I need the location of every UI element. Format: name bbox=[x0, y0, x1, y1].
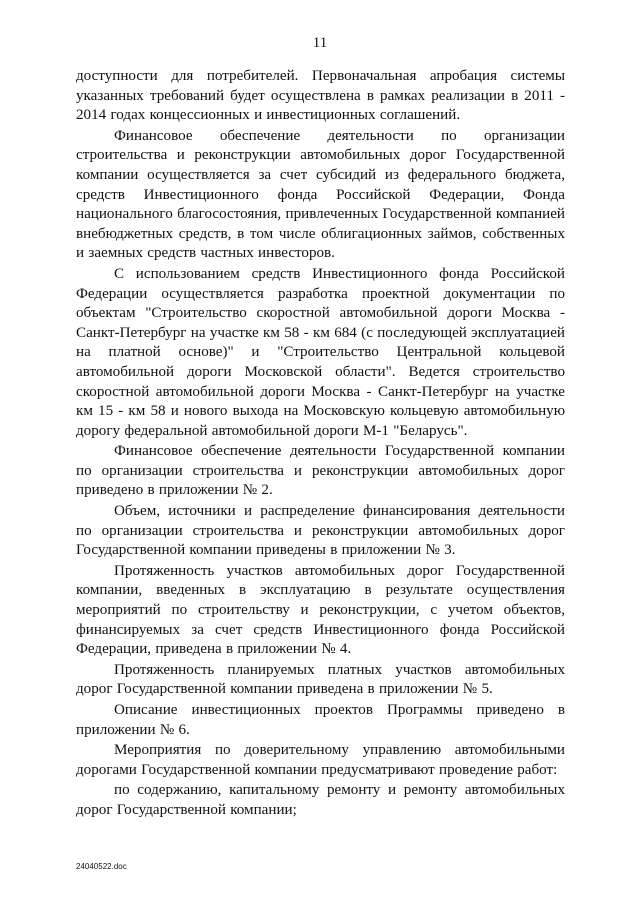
paragraph: С использованием средств Инвестиционного фонда Российской Федерации осуществляется разработка проектной документации по объектам "Строительство скоростной автомобильной дороги Москва - Санкт-Петербург на участке км 58 - км 684 (с последующей эксплуатацией на платной основе)" и "Строительство Центральной кольцевой автомобильной дороги Московской области". Ведется строительство скоростной автомобильной дороги Москва - Санкт-Петербург на участке км 15 - км 58 и нового выхода на Московскую кольцевую автомобильную дорогу федеральной автомобильной дороги М-1 "Беларусь". bbox=[76, 265, 565, 439]
paragraph: доступности для потребителей. Первоначальная апробация системы указанных требований будет осуществлена в рамках реализации в 2011 - 2014 годах концессионных и инвестиционных соглашений. bbox=[76, 68, 565, 124]
paragraph: по содержанию, капитальному ремонту и ремонту автомобильных дорог Государственной компании; bbox=[76, 782, 565, 818]
paragraph: Протяженность участков автомобильных дорог Государственной компании, введенных в эксплуатацию в результате осуществления мероприятий по строительству и реконструкции, с учетом объектов, финансируемых за счет средств Инвестиционного фонда Российской Федерации, приведена в приложении № 4. bbox=[76, 562, 565, 658]
document-body bbox=[76, 67, 565, 822]
paragraph: Мероприятия по доверительному управлению автомобильными дорогами Государственной компании предусматривают проведение работ: bbox=[76, 742, 565, 778]
paragraph: Протяженность планируемых платных участков автомобильных дорог Государственной компании приведена в приложении № 5. bbox=[76, 661, 565, 698]
paragraph: Объем, источники и распределение финансирования деятельности по организации строительства и реконструкции автомобильных дорог Государственной компании приведены в приложении № 3. bbox=[76, 503, 565, 559]
paragraph: Финансовое обеспечение деятельности Государственной компании по организации строительства и реконструкции автомобильных дорог приведено в приложении № 2. bbox=[76, 443, 565, 499]
document-file-code: 24040522.doc bbox=[76, 862, 127, 871]
paragraph: Описание инвестиционных проектов Программы приведено в приложении № 6. bbox=[76, 702, 565, 738]
paragraph: Финансовое обеспечение деятельности по организации строительства и реконструкции автомобильных дорог Государственной компании осуществляется за счет субсидий из федерального бюджета, средств Инвестиционного фонда Российской Федерации, Фонда национального благосостояния, привлеченных Государственной компанией внебюджетных средств, в том числе облигационных займов, собственных и заемных средств частных инвесторов. bbox=[76, 127, 565, 262]
page-number: 11 bbox=[312, 35, 328, 51]
